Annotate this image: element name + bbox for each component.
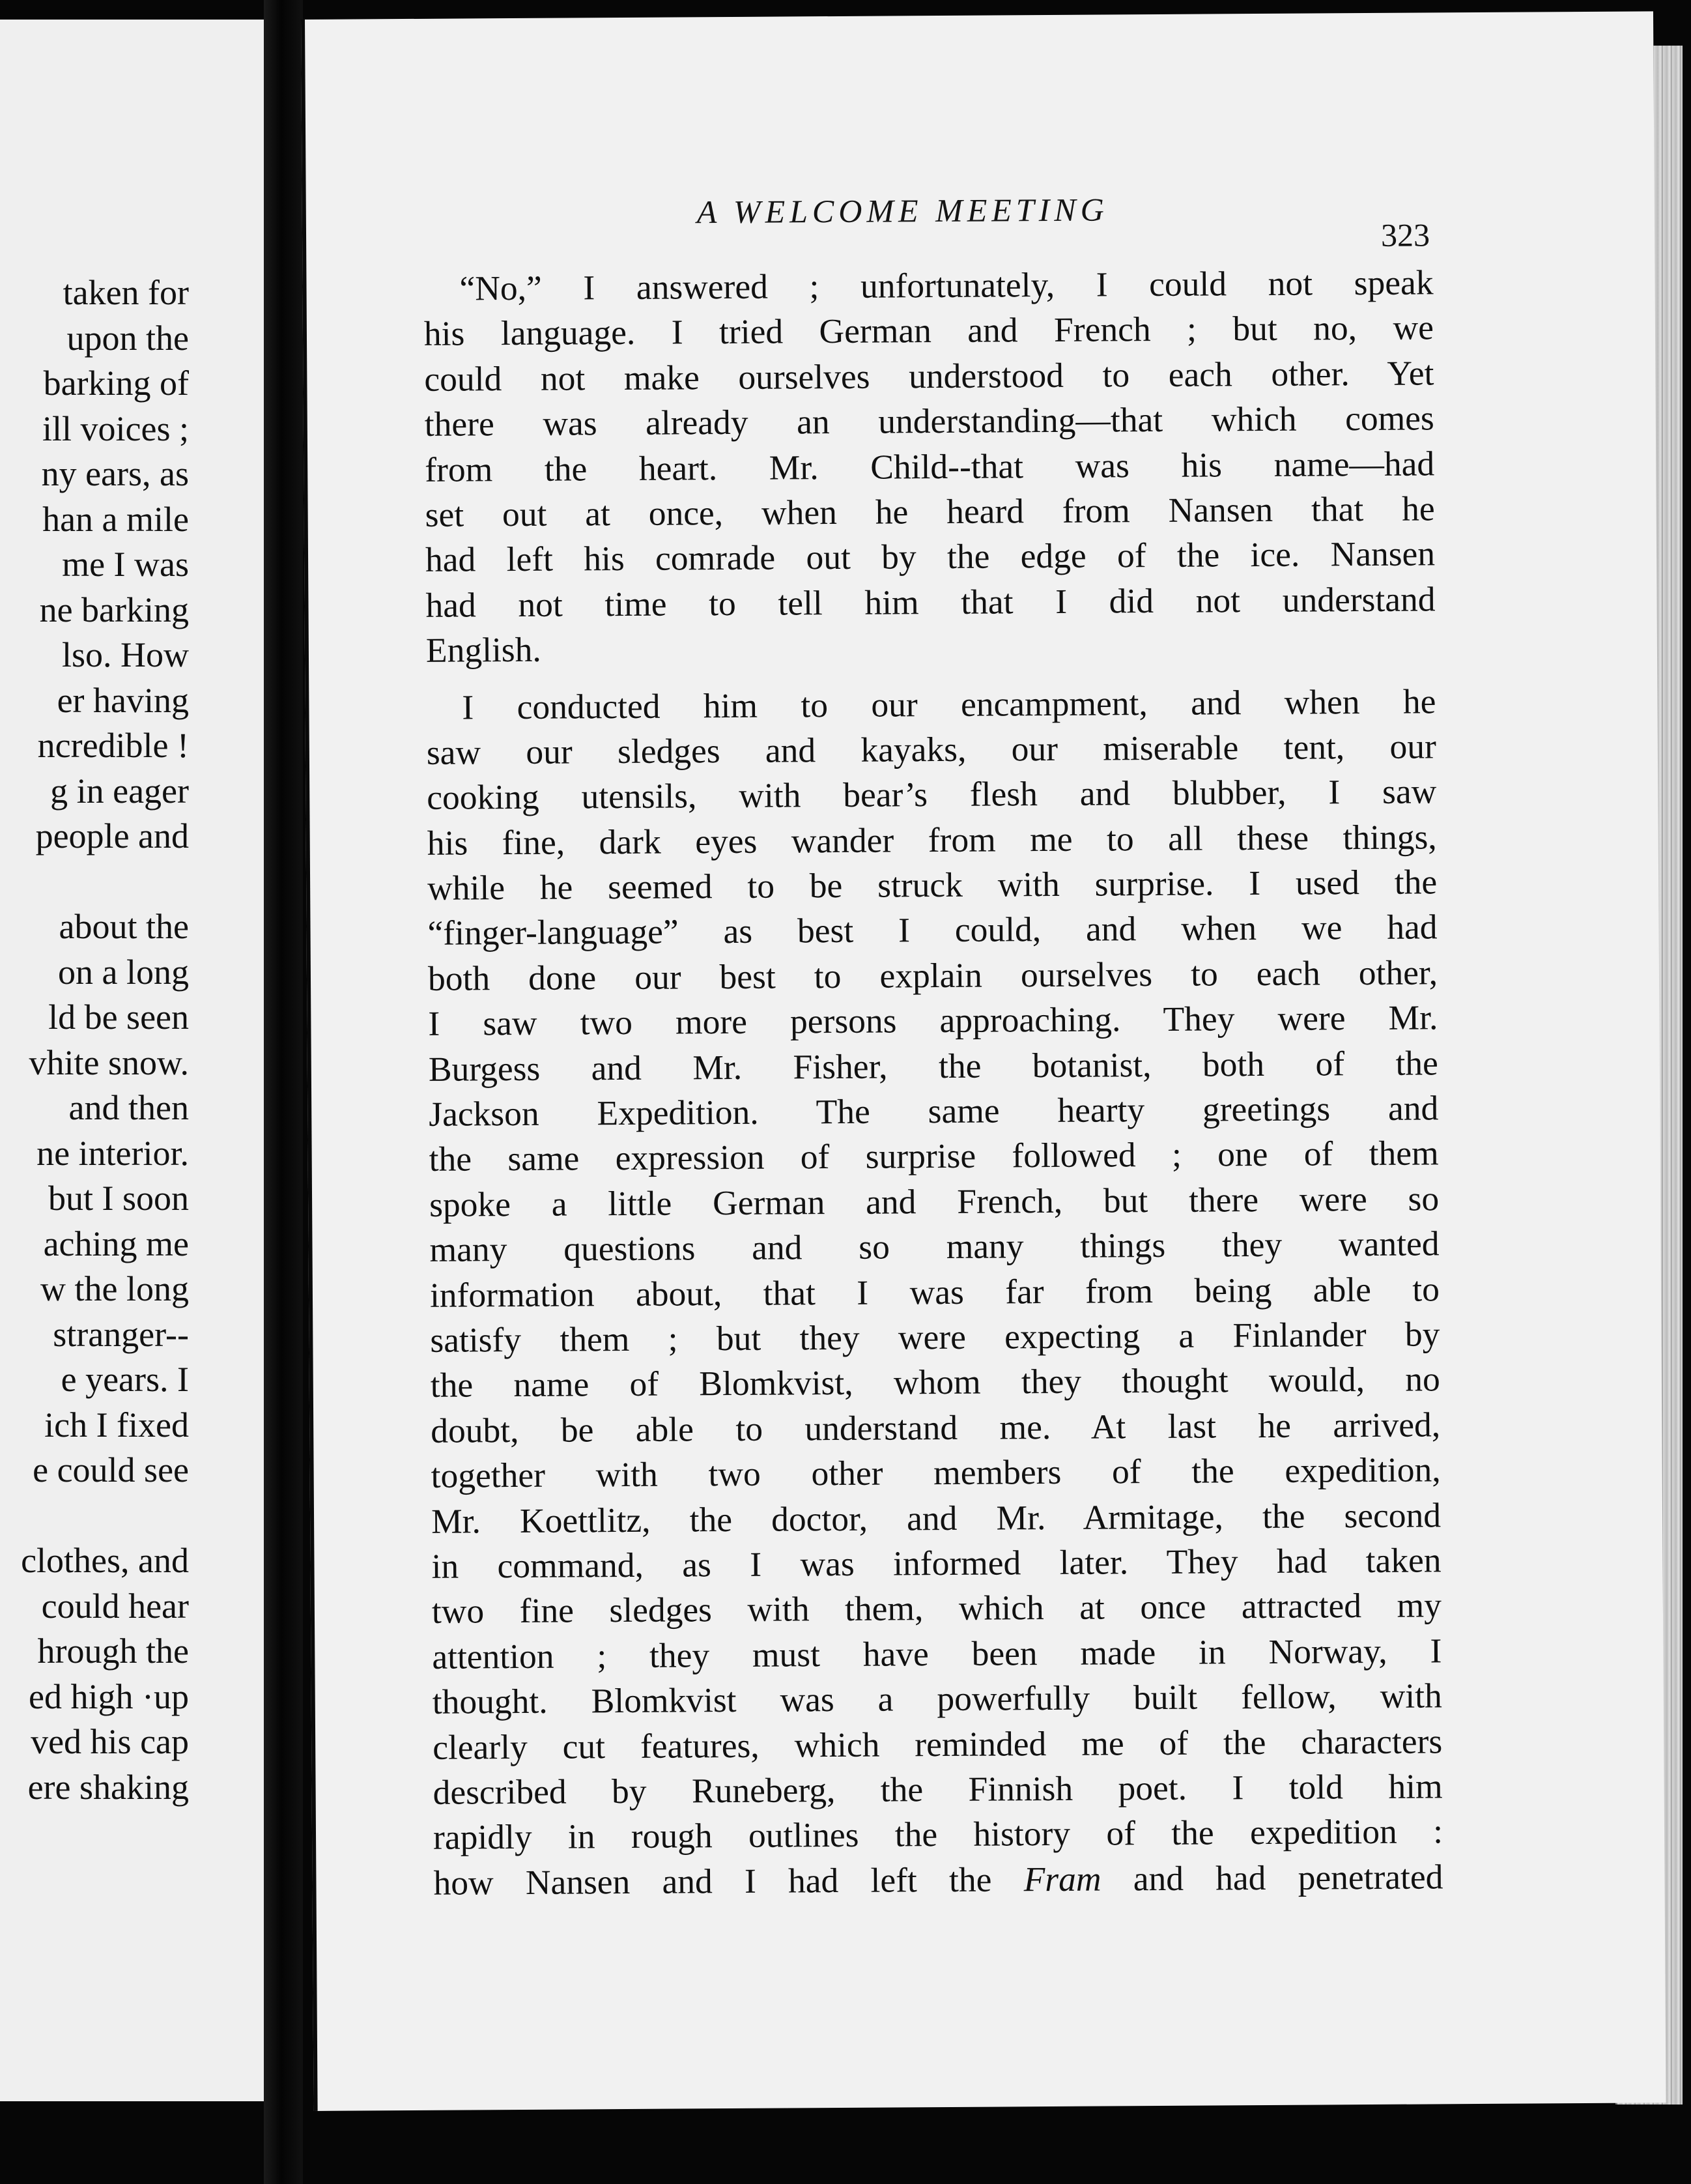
- left-page-line: stranger--: [53, 1314, 189, 1354]
- left-page-line: on a long: [58, 952, 189, 992]
- left-page-line: clothes, and: [21, 1541, 189, 1580]
- text-line: from the heart. Mr. Child--that was his name—had: [425, 443, 1435, 489]
- text-line: spoke a little German and French, but there were so: [429, 1179, 1440, 1224]
- text-line: could not make ourselves understood to each other. Yet: [424, 353, 1434, 399]
- text-line: described by Runeberg, the Finnish poet. I told him: [433, 1766, 1443, 1812]
- left-page-line: about the: [59, 907, 189, 946]
- text-line: I conducted him to our encampment, and when he: [462, 681, 1436, 727]
- page-number: 323: [1380, 216, 1430, 253]
- text-line: his fine, dark eyes wander from me to all these things,: [427, 817, 1437, 863]
- text-line: the name of Blomkvist, whom they thought would, no: [430, 1359, 1440, 1405]
- left-page-line: could hear: [41, 1586, 189, 1626]
- text-line: together with two other members of the expedition,: [431, 1450, 1441, 1495]
- running-head: A WELCOME MEETING: [696, 191, 1109, 231]
- text-line: set out at once, when he heard from Nansen that he: [425, 489, 1435, 534]
- left-page-line: vhite snow.: [29, 1042, 189, 1082]
- paragraph: [423, 260, 1436, 673]
- text-line: the same expression of surprise followed ; one of them: [429, 1133, 1439, 1179]
- text-line: satisfy them ; but they were expecting a Finlander by: [430, 1314, 1440, 1360]
- text-line: Jackson Expedition. The same hearty greetings and: [429, 1088, 1439, 1134]
- text-line: I saw two more persons approaching. They were Mr.: [428, 998, 1438, 1044]
- left-page-line: aching me: [43, 1224, 189, 1263]
- left-page-line: taken for: [63, 273, 189, 312]
- ship-name: Fram: [1023, 1859, 1101, 1899]
- book-gutter: [264, 0, 303, 2184]
- text-line: both done our best to explain ourselves to each other,: [427, 953, 1438, 998]
- text-line: “No,” I answered ; unfortunately, I could not speak: [459, 263, 1434, 308]
- left-page-line: e years. I: [61, 1360, 189, 1399]
- left-page-line: han a mile: [42, 499, 189, 539]
- left-page-line: ne barking: [39, 590, 189, 629]
- left-page-line: [0, 1493, 189, 1539]
- text-line: “finger-language” as best I could, and when we had: [427, 907, 1438, 953]
- left-page-line: w the long: [40, 1269, 189, 1308]
- text-line: rapidly in rough outlines the history of the expedition :: [433, 1811, 1443, 1858]
- left-page-line: g in eager: [50, 771, 189, 811]
- left-page-line: lso. How: [61, 635, 189, 674]
- text-line: clearly cut features, which reminded me of the characters: [433, 1721, 1443, 1767]
- left-page-line: but I soon: [48, 1179, 189, 1218]
- left-page-line: hrough the: [37, 1631, 189, 1671]
- text-line: saw our sledges and kayaks, our miserable tent, our: [426, 726, 1437, 772]
- left-page-line: ld be seen: [48, 998, 189, 1037]
- text-line: there was already an understanding—that which comes: [424, 398, 1434, 444]
- text-line: had left his comrade out by the edge of the ice. Nansen: [425, 534, 1436, 580]
- left-page-text: [0, 270, 189, 1810]
- paragraph: [426, 679, 1443, 1906]
- left-page-line: upon the: [66, 318, 189, 358]
- left-page-line: ne interior.: [36, 1133, 189, 1173]
- left-page-line: ved his cap: [31, 1722, 189, 1761]
- left-page-line: ny ears, as: [41, 454, 189, 493]
- text-line: thought. Blomkvist was a powerfully built fellow, with: [432, 1676, 1442, 1721]
- text-line: many questions and so many things they wanted: [429, 1224, 1440, 1270]
- left-page-line: e could see: [33, 1450, 189, 1489]
- left-page-line: ed high ·up: [29, 1676, 189, 1716]
- left-page-line: ncredible !: [37, 726, 189, 765]
- text-line: cooking utensils, with bear’s flesh and blubber, I saw: [427, 771, 1437, 818]
- right-page: [301, 11, 1666, 2111]
- left-page-fragment: [0, 20, 268, 2101]
- body-text: [423, 260, 1443, 1905]
- left-page-line: me I was: [62, 545, 189, 584]
- left-page-line: barking of: [43, 364, 189, 403]
- text-line: two fine sledges with them, which at once attracted my: [431, 1585, 1442, 1631]
- text-line: his language. I tried German and French ; but no, we: [423, 308, 1434, 354]
- left-page-line: ere shaking: [27, 1767, 189, 1807]
- text-line: in command, as I was informed later. They had taken: [431, 1540, 1442, 1586]
- left-page-line: ich I fixed: [44, 1405, 189, 1444]
- text-line: Burgess and Mr. Fisher, the botanist, both of the: [428, 1043, 1438, 1089]
- left-page-line: ill voices ;: [42, 409, 189, 448]
- text-line: English.: [425, 629, 541, 670]
- text-line: Mr. Koettlitz, the doctor, and Mr. Armitage, the second: [431, 1495, 1442, 1541]
- text-line: how Nansen and I had left the Fram and had penetrated: [433, 1857, 1443, 1903]
- text-line: doubt, be able to understand me. At last he arrived,: [431, 1405, 1441, 1450]
- text-line: information about, that I was far from being able to: [429, 1269, 1440, 1315]
- text-line: while he seemed to be struck with surprise. I used the: [427, 862, 1438, 908]
- left-page-line: er having: [57, 680, 189, 720]
- left-page-line: and then: [68, 1088, 189, 1127]
- text-line: had not time to tell him that I did not understand: [425, 579, 1436, 625]
- left-page-line: people and: [35, 816, 189, 855]
- text-line: attention ; they must have been made in Norway, I: [432, 1631, 1442, 1676]
- left-page-line: [0, 859, 189, 905]
